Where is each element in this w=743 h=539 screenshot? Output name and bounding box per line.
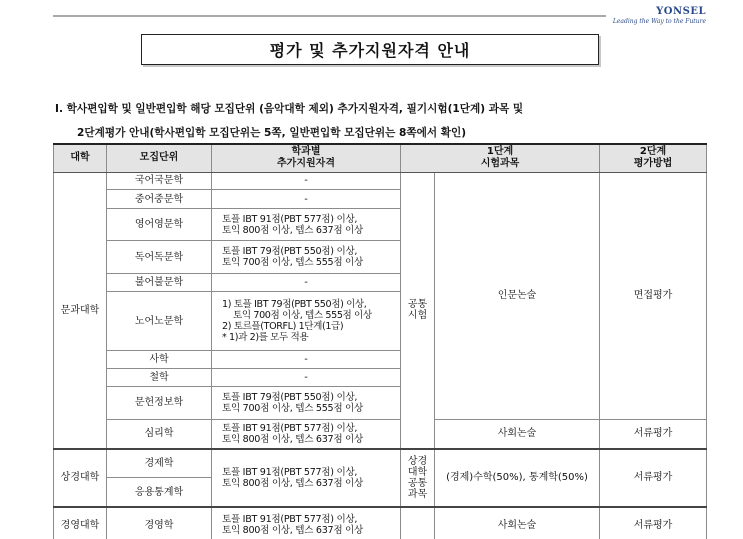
unit-cell: 철학	[107, 369, 212, 387]
common-exam-label-2: 시험	[407, 310, 428, 322]
common-exam-label	[401, 449, 435, 507]
college-cell: 경영대학	[54, 507, 107, 539]
common-exam-label-2: 대학	[407, 466, 428, 478]
requirement-line: 토플 IBT 91점(PBT 577점) 이상,	[222, 466, 358, 478]
table-row	[54, 172, 707, 190]
exam-subject-cell: 사회논술	[435, 507, 600, 539]
exam-subject-cell: 사회논술	[435, 420, 600, 449]
logo-brand: YONSEL	[656, 6, 706, 17]
requirement-line: 토익 800점 이상, 텝스 637점 이상	[222, 433, 363, 445]
requirement-line: 토플 IBT 91점(PBT 577점) 이상,	[222, 422, 358, 434]
unit-cell: 경제학	[107, 449, 212, 478]
intro-line-1: Ⅰ. 학사편입학 및 일반편입학 해당 모집단위 (음악대학 제외) 추가지원자격, 필기시험(1단계) 과목 및	[55, 103, 524, 115]
header-eval-line1: 2단계	[639, 146, 667, 158]
college-cell: 상경대학	[54, 449, 107, 507]
exam-subject-cell: (경제)수학(50%), 통계학(50%)	[435, 449, 600, 507]
requirement-cell: -	[212, 190, 401, 209]
requirement-line: 토플 IBT 79점(PBT 550점) 이상,	[222, 391, 358, 403]
unit-cell: 중어중문학	[107, 190, 212, 209]
intro-line-2: 2단계평가 안내(학사편입학 모집단위는 5쪽, 일반편입학 모집단위는 8쪽에서 확인)	[77, 127, 467, 139]
common-exam-label-4: 과목	[407, 488, 428, 500]
requirement-line: 토익 700점 이상, 텝스 555점 이상	[233, 310, 372, 322]
requirement-cell: -	[212, 274, 401, 292]
unit-cell: 독어독문학	[107, 241, 212, 274]
evaluation-cell: 서류평가	[600, 420, 707, 449]
unit-cell: 사학	[107, 351, 212, 369]
header-college: 대학	[54, 144, 107, 172]
header-rule	[53, 15, 606, 17]
common-exam-label-1: 상경	[407, 455, 428, 467]
requirement-line: 토익 800점 이상, 텝스 637점 이상	[222, 477, 363, 489]
header-requirement	[212, 144, 401, 172]
unit-cell: 경영학	[107, 507, 212, 539]
evaluation-cell: 서류평가	[600, 507, 707, 539]
header-unit: 모집단위	[107, 144, 212, 172]
requirement-line: 1) 토플 IBT 79점(PBT 550점) 이상,	[222, 299, 367, 311]
header-requirement-line2: 추가지원자격	[277, 158, 335, 170]
table-row	[54, 449, 707, 478]
unit-cell: 문헌정보학	[107, 386, 212, 419]
requirement-line: 토익 800점 이상, 텝스 637점 이상	[222, 224, 363, 236]
common-exam-label-3: 공통	[407, 477, 428, 489]
requirement-line: * 1)과 2)를 모두 적용	[222, 332, 309, 344]
page-title: 평가 및 추가지원자격 안내	[269, 41, 471, 60]
header-exam-line1: 1단계	[486, 146, 514, 158]
header-exam-line2: 시험과목	[480, 158, 520, 170]
requirement-cell	[212, 292, 401, 351]
requirement-cell	[212, 507, 401, 539]
common-exam-label-1: 공통	[407, 299, 428, 311]
table-row	[54, 420, 707, 449]
evaluation-cell: 면접평가	[600, 172, 707, 420]
requirement-line: 토플 IBT 91점(PBT 577점) 이상,	[222, 514, 358, 525]
unit-cell: 영어영문학	[107, 208, 212, 240]
header-eval-line2: 평가방법	[633, 158, 673, 170]
requirement-line: 2) 토르플(TORFL) 1단계(1급)	[222, 321, 344, 333]
header-evaluation	[600, 144, 707, 172]
table-row	[54, 507, 707, 539]
header-exam-subject	[401, 144, 600, 172]
college-cell: 문과대학	[54, 172, 107, 449]
requirement-line: 토플 IBT 79점(PBT 550점) 이상,	[222, 246, 358, 258]
requirement-cell	[212, 241, 401, 274]
unit-cell: 국어국문학	[107, 172, 212, 190]
common-exam-label	[401, 172, 435, 449]
requirement-cell: -	[212, 172, 401, 190]
requirement-cell: -	[212, 351, 401, 369]
unit-cell: 불어불문학	[107, 274, 212, 292]
common-exam-label	[401, 507, 435, 539]
requirement-cell	[212, 449, 401, 507]
page-title-box	[141, 34, 599, 65]
requirement-line: 토플 IBT 91점(PBT 577점) 이상,	[222, 213, 358, 225]
requirement-line: 토익 700점 이상, 텝스 555점 이상	[222, 257, 363, 269]
requirement-cell	[212, 208, 401, 240]
logo-tagline: Leading the Way to the Future	[612, 18, 706, 25]
evaluation-cell: 서류평가	[600, 449, 707, 507]
requirement-cell: -	[212, 369, 401, 387]
exam-subject-cell: 인문논술	[435, 172, 600, 420]
admission-table	[53, 143, 707, 539]
unit-cell: 노어노문학	[107, 292, 212, 351]
requirement-cell	[212, 386, 401, 419]
header-requirement-line1: 학과별	[291, 146, 321, 158]
unit-cell: 응용통계학	[107, 478, 212, 507]
requirement-line: 토익 700점 이상, 텝스 555점 이상	[222, 402, 363, 414]
intro-text	[55, 97, 705, 145]
requirement-cell	[212, 420, 401, 449]
yonsei-logo	[606, 6, 706, 25]
requirement-line: 토익 800점 이상, 텝스 637점 이상	[222, 525, 363, 536]
unit-cell: 심리학	[107, 420, 212, 449]
